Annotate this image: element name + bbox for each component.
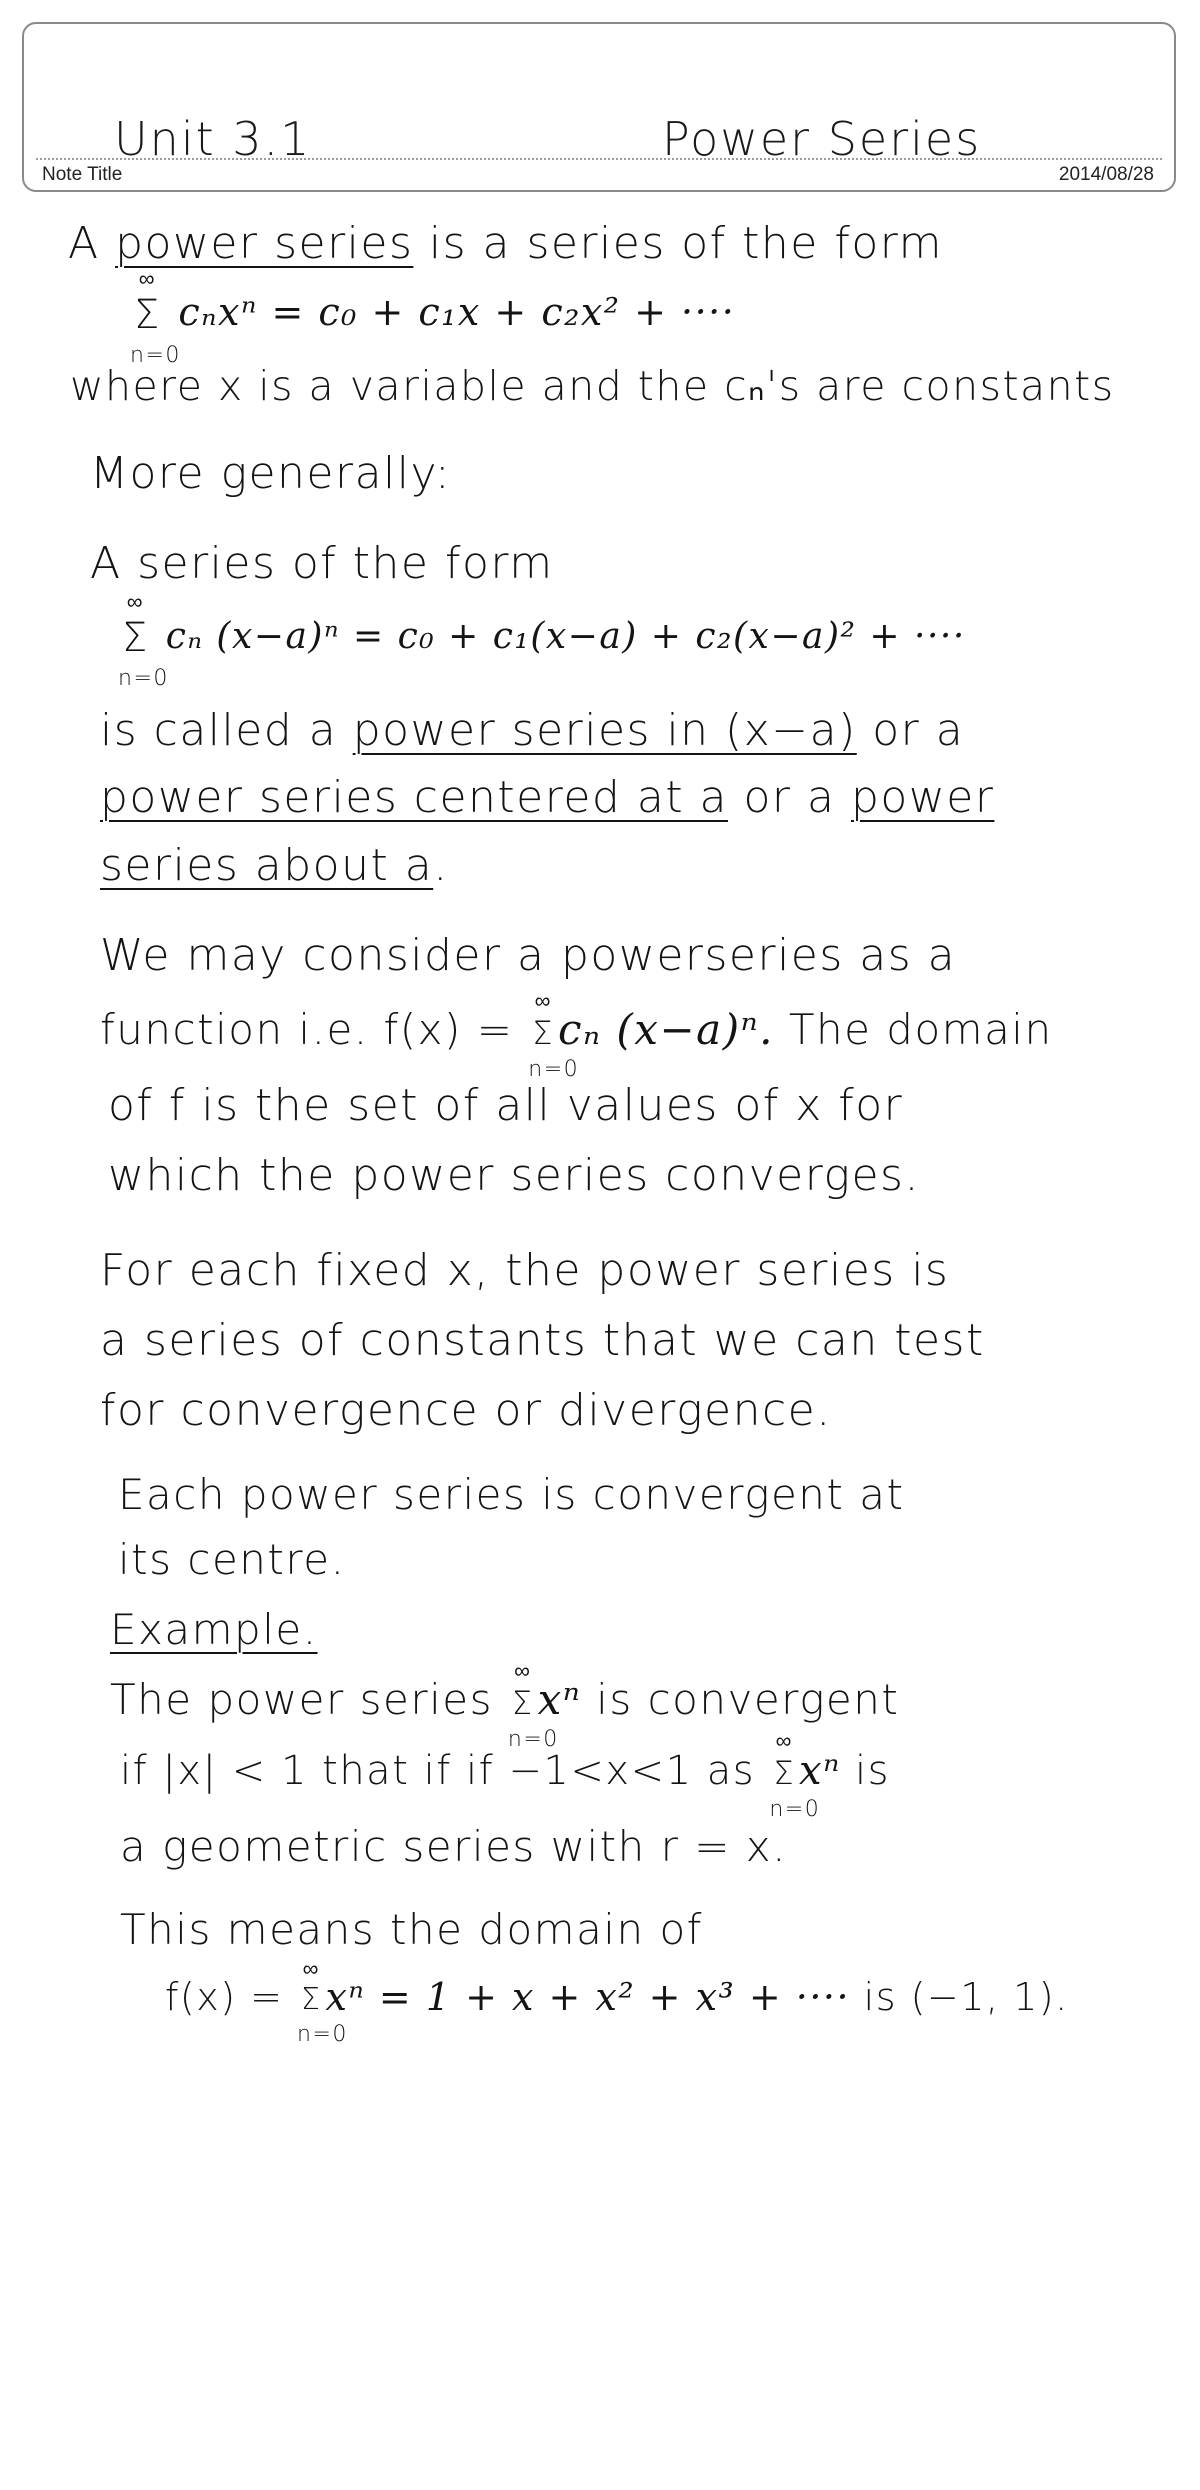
term-centered-at: power series centered at a <box>100 772 729 823</box>
function-definition <box>100 988 1053 1082</box>
sum-upper: ∞ <box>514 1658 532 1684</box>
formula-expression: xⁿ <box>799 1748 841 1794</box>
sum-lower: n=0 <box>130 342 181 368</box>
domain-intro-line: This means the domain of <box>120 1905 703 1954</box>
summation-symbol <box>528 988 580 1082</box>
constants-line: a series of constants that we can test <box>100 1315 985 1366</box>
sum-sign: Σ <box>773 1754 796 1792</box>
text-span: function i.e. f(x) = <box>100 1005 529 1054</box>
called-line <box>100 705 964 756</box>
converges-line: which the power series converges. <box>108 1150 920 1201</box>
series-formula <box>130 266 736 368</box>
note-header <box>22 22 1176 192</box>
domain-result-line <box>165 1957 1069 2047</box>
formula-expression: xⁿ <box>537 1675 582 1724</box>
formula-expression: cₙ (x−a)ⁿ = c₀ + c₁(x−a) + c₂(x−a)² + ···· <box>165 616 966 657</box>
sum-lower: n=0 <box>769 1797 821 1822</box>
centre-convergence-line: Each power series is convergent at <box>118 1470 905 1519</box>
fixed-x-line: For each fixed x, the power series is <box>100 1245 950 1296</box>
about-line <box>100 840 449 891</box>
term-power-series: power series <box>115 218 414 269</box>
summation-symbol <box>507 1658 559 1752</box>
summation-symbol <box>297 1957 348 2047</box>
text-span: or a <box>856 705 965 756</box>
note-date: 2014/08/28 <box>1058 164 1154 185</box>
variable-note: where x is a variable and the cₙ's are constants <box>70 362 1115 410</box>
formula-expression: cₙ (x−a)ⁿ. <box>558 1005 774 1054</box>
summation-symbol <box>130 266 181 368</box>
geometric-line: a geometric series with r = x. <box>120 1822 787 1871</box>
unit-heading: Unit 3.1 <box>114 112 312 166</box>
example-heading: Example. <box>110 1605 318 1654</box>
title-dotted-line <box>36 158 1162 160</box>
term-power-series-in: power series in (x−a) <box>352 705 857 756</box>
sum-lower: n=0 <box>297 2022 348 2047</box>
term-series-about: series about a <box>100 840 434 891</box>
sum-sign: Σ <box>122 615 149 661</box>
sum-lower: n=0 <box>507 1726 559 1752</box>
sum-upper: ∞ <box>775 1729 793 1754</box>
sum-sign: Σ <box>134 291 161 338</box>
formula-expression: xⁿ = 1 + x + x² + x³ + ···· <box>325 1975 851 2019</box>
sum-sign: Σ <box>301 1982 322 2017</box>
sum-upper: ∞ <box>138 266 156 292</box>
text-span: or a <box>728 772 851 823</box>
note-title-label: Note Title <box>42 164 123 185</box>
formula-expression: cₙxⁿ = c₀ + c₁x + c₂x² + ···· <box>178 290 736 334</box>
sum-sign: Σ <box>511 1683 534 1722</box>
sum-upper: ∞ <box>534 988 552 1014</box>
sum-lower: n=0 <box>118 666 169 691</box>
generalization-heading: More generally: <box>90 448 452 499</box>
centre-line: its centre. <box>118 1535 346 1584</box>
sum-upper: ∞ <box>302 1957 320 1982</box>
text-span: The power series <box>110 1675 508 1724</box>
text-span: is a series of the form <box>413 218 943 269</box>
text-span: f(x) = <box>165 1975 298 2019</box>
centered-line <box>100 772 994 823</box>
text-span: . <box>433 840 449 891</box>
summation-symbol <box>118 590 169 691</box>
text-span: is <box>840 1748 890 1794</box>
example-series-line <box>110 1658 900 1752</box>
text-span: is called a <box>100 705 353 756</box>
domain-line: of f is the set of all values of x for <box>108 1080 904 1131</box>
definition-line <box>68 218 943 269</box>
general-form-intro: A series of the form <box>90 538 554 589</box>
convergence-test-line: for convergence or divergence. <box>100 1385 832 1436</box>
term-power: power <box>850 772 995 823</box>
text-span: is convergent <box>581 1675 900 1724</box>
page-title: Power Series <box>662 112 982 166</box>
sum-sign: Σ <box>532 1013 555 1052</box>
text-span: if |x| < 1 that if if −1<x<1 as <box>120 1748 770 1794</box>
general-series-formula <box>118 590 966 691</box>
sum-lower: n=0 <box>528 1056 580 1082</box>
function-intro: We may consider a powerseries as a <box>100 930 957 981</box>
example-condition-line <box>120 1729 890 1822</box>
text-span: The domain <box>773 1005 1053 1054</box>
sum-upper: ∞ <box>126 590 144 615</box>
text-span: A <box>68 218 116 269</box>
text-span: is (−1, 1). <box>850 1975 1069 2019</box>
